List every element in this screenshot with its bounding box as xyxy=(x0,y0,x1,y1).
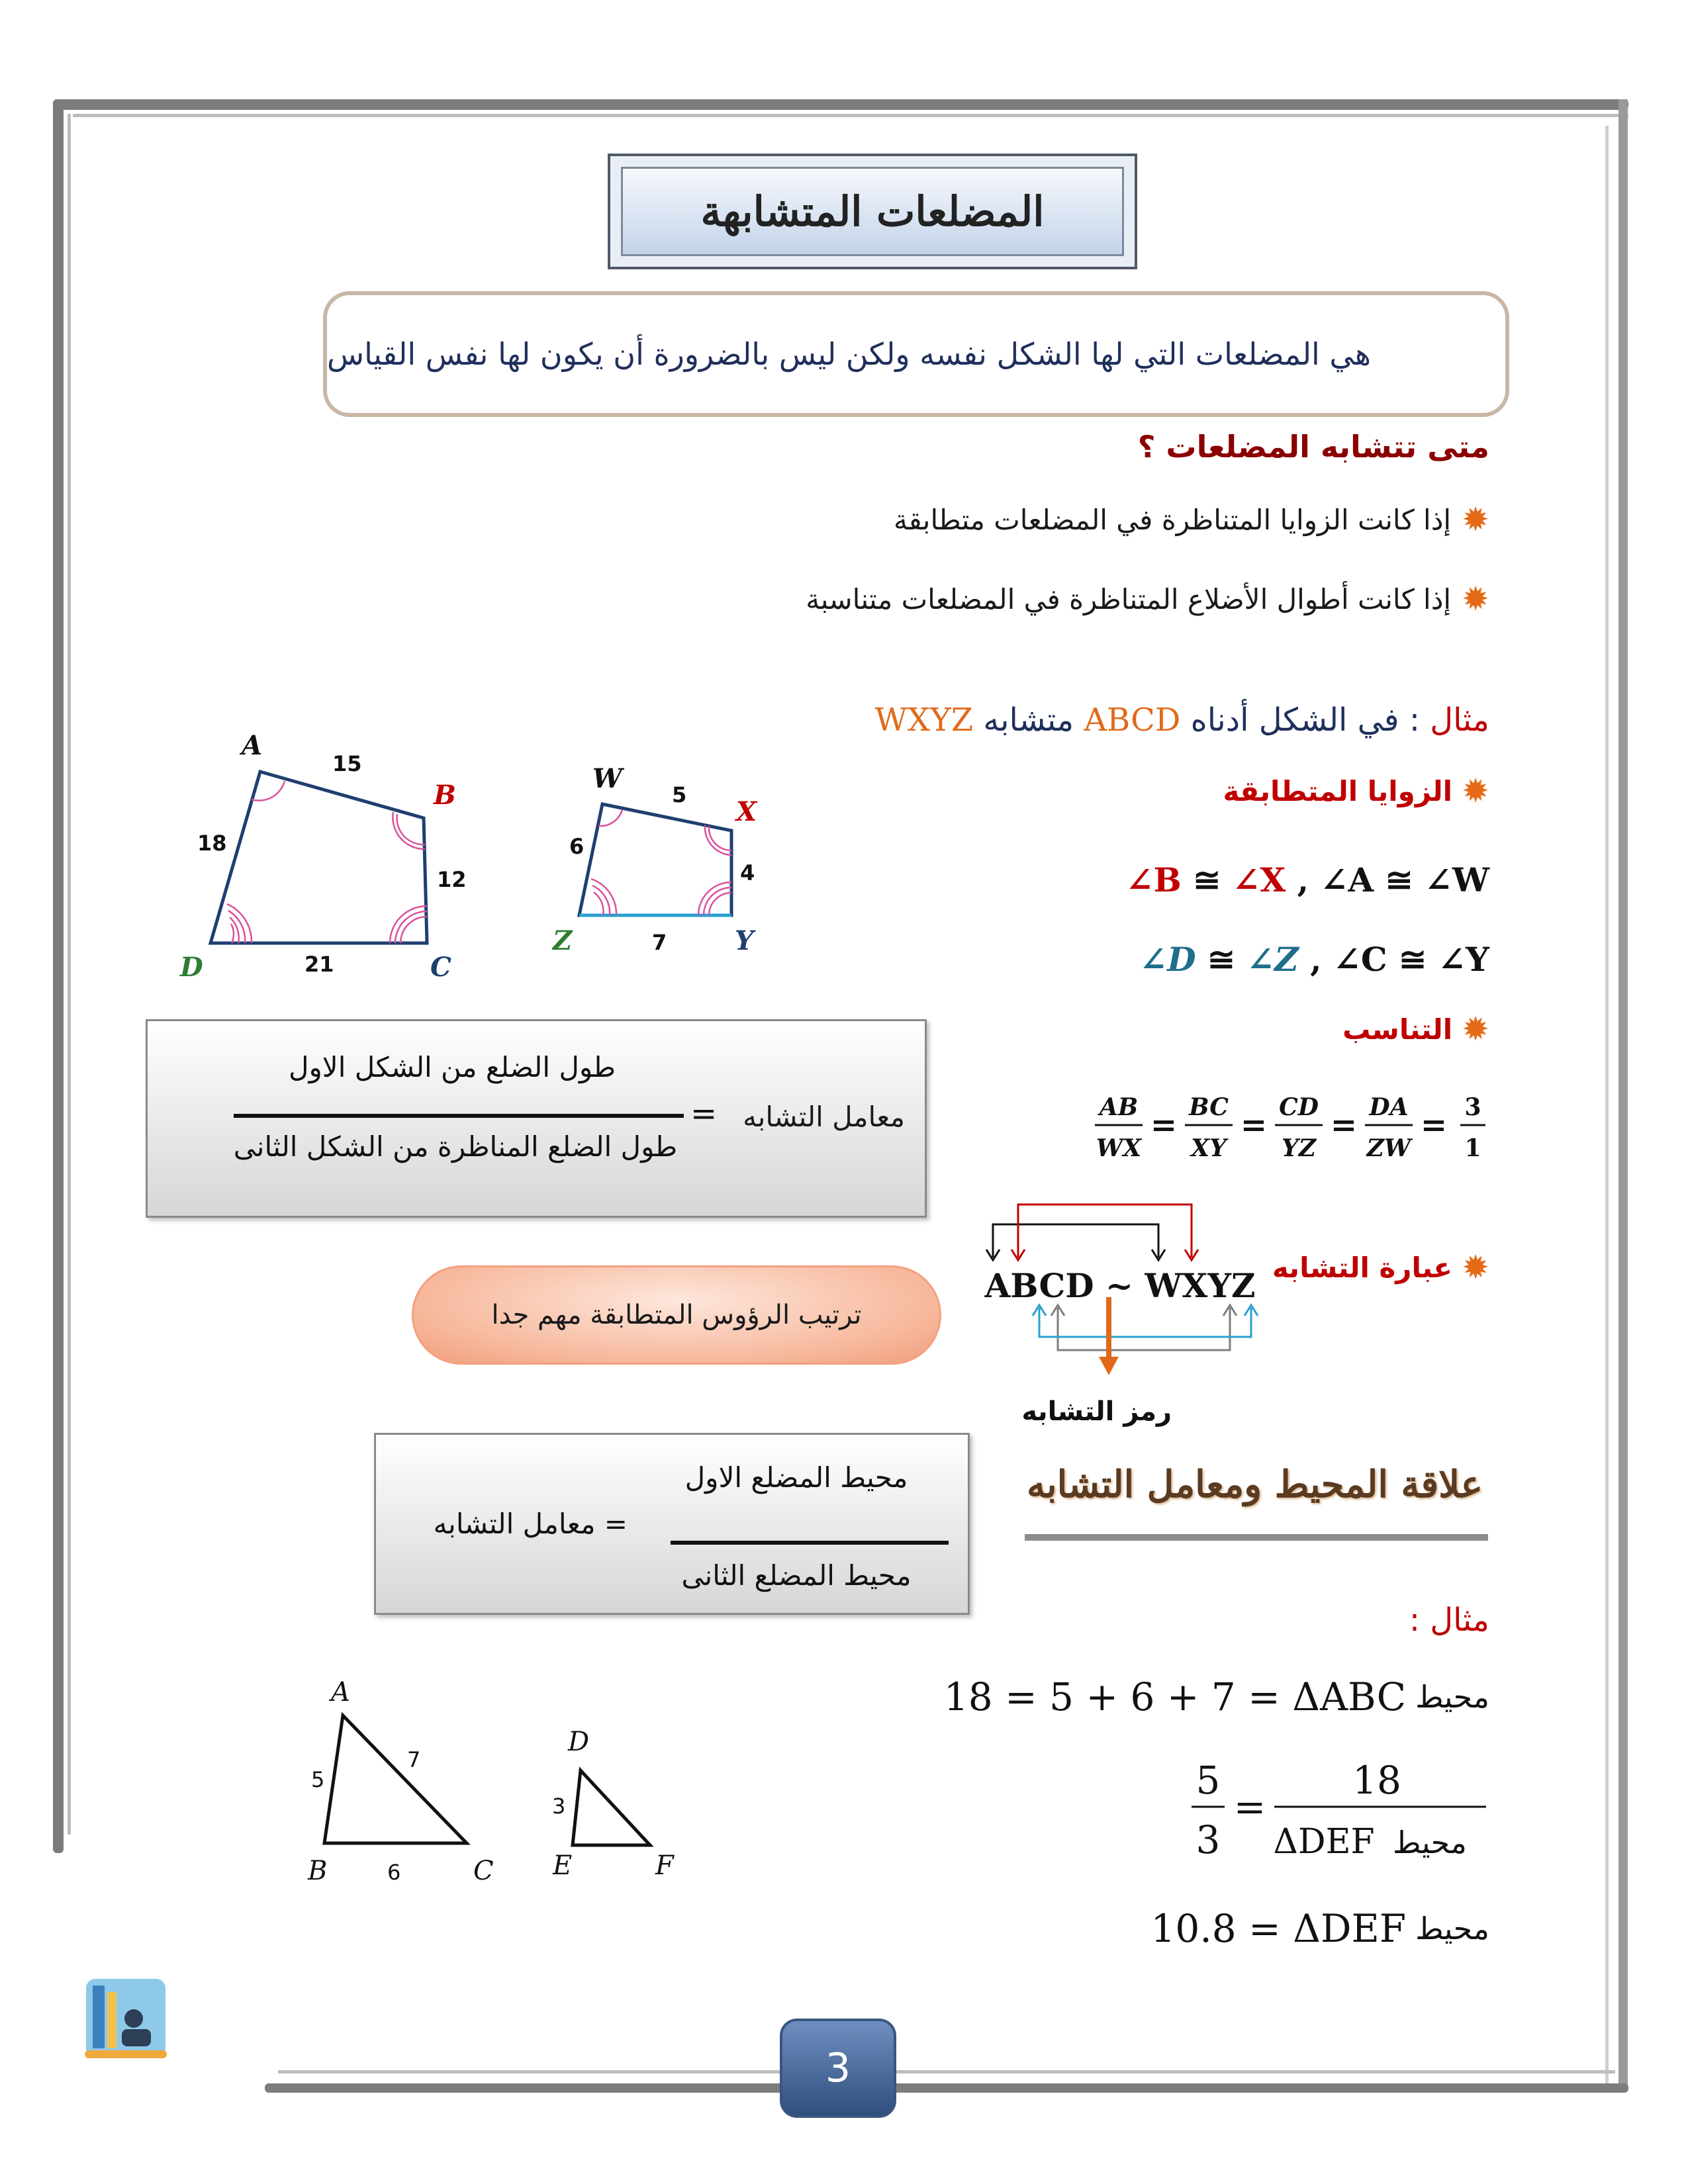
equals-sign: = xyxy=(690,1095,718,1132)
vertex-label-z: Z xyxy=(553,925,573,956)
frac-den: XY xyxy=(1191,1134,1227,1162)
definition-box xyxy=(323,291,1509,417)
vertex-label-a: A xyxy=(331,1677,350,1707)
vertex-label-b: B xyxy=(434,780,456,811)
example-text: في الشكل أدناه xyxy=(1180,702,1399,739)
vertex-label-c: C xyxy=(473,1856,494,1886)
example-sep: : xyxy=(1399,702,1430,739)
fraction-numerator: طول الضلع من الشكل الاول xyxy=(288,1051,616,1083)
side-label-de: 3 xyxy=(552,1794,566,1819)
scale-factor-label: معامل التشابه xyxy=(743,1101,905,1133)
perimeter-proportion xyxy=(1178,1747,1489,1880)
vertex-label-a: A xyxy=(242,730,263,761)
perimeter-heading-underline xyxy=(1025,1534,1488,1541)
side-label-yz: 7 xyxy=(652,930,667,955)
frame-top-inner xyxy=(73,114,1628,117)
svg-text:=: = xyxy=(1150,1107,1178,1144)
side-label-ab: 5 xyxy=(311,1767,325,1792)
example-label: مثال xyxy=(1430,702,1489,739)
perimeter-calc-1 xyxy=(861,1674,1489,1719)
perimeter-word: محيط xyxy=(1415,1911,1489,1946)
perimeter-calc-3 xyxy=(993,1906,1489,1951)
similarity-question: متى تتشابه المضلعات ؟ xyxy=(1137,429,1489,465)
example-line xyxy=(728,702,1489,739)
perimeter-ratio-box xyxy=(374,1433,970,1615)
condition-text: إذا كانت الزوايا المتناظرة في المضلعات متطابقة xyxy=(894,503,1452,536)
frac-den: YZ xyxy=(1282,1134,1316,1162)
perimeter-word: محيط xyxy=(1415,1679,1489,1715)
ratio-heading-text: التناسب xyxy=(1342,1013,1453,1046)
example2-label: مثال : xyxy=(1409,1602,1489,1639)
angles-heading xyxy=(1125,772,1489,810)
vertex-label-d: D xyxy=(180,952,203,983)
title-box xyxy=(608,154,1137,269)
fraction-denominator: طول الضلع المناظرة من الشكل الثانى xyxy=(233,1130,678,1163)
scale-factor-box xyxy=(146,1019,927,1218)
vertex-label-e: E xyxy=(553,1850,573,1880)
vertex-label-w: W xyxy=(592,763,622,794)
frame-bottom xyxy=(265,2083,1628,2093)
vertex-label-y: Y xyxy=(735,925,754,956)
similarity-symbol-label: رمز التشابه xyxy=(1021,1396,1172,1427)
frame-left xyxy=(53,99,64,1853)
similarity-statement-diagram xyxy=(973,1178,1264,1390)
svg-text:=: = xyxy=(1233,1784,1266,1829)
side-label-wx: 5 xyxy=(672,782,687,807)
frame-left-inner xyxy=(68,114,71,1835)
frac-den: 1 xyxy=(1464,1134,1481,1162)
triangle-abc xyxy=(291,1668,516,1886)
perimeter-heading: علاقة المحيط ومعامل التشابه xyxy=(1027,1463,1483,1506)
perimeter-word: محيط xyxy=(1393,1825,1467,1860)
star-icon: ✹ xyxy=(1462,1010,1489,1048)
angles-row-2: ∠D ≅ ∠Z , ∠C ≅ ∠Y xyxy=(1139,940,1489,979)
ratio-heading xyxy=(1125,1010,1489,1048)
angles-row-1: ∠B ≅ ∠X , ∠A ≅ ∠W xyxy=(1125,860,1489,899)
angles-heading-text: الزوايا المتطابقة xyxy=(1223,774,1453,807)
quadrilateral-abcd xyxy=(165,721,483,986)
side-label-bc: 6 xyxy=(387,1860,401,1885)
frac-den: ZW xyxy=(1366,1134,1411,1162)
statement-left: ABCD xyxy=(984,1266,1094,1305)
proportion-equation xyxy=(1086,1085,1496,1178)
calc-2-rhs-den: ΔDEF xyxy=(1273,1822,1375,1862)
calc-3-expr: 10.8 = ΔDEF xyxy=(1150,1906,1407,1951)
triangle-def xyxy=(543,1714,702,1880)
perimeter-fraction-bar xyxy=(671,1541,949,1545)
book-logo-icon xyxy=(79,1972,172,2071)
frac-num: BC xyxy=(1189,1093,1229,1121)
frame-right-inner xyxy=(1605,126,1609,2085)
frame-top xyxy=(53,99,1628,110)
vertex-label-b: B xyxy=(308,1856,328,1886)
calc-2-num: 5 xyxy=(1196,1758,1221,1803)
side-label-ac: 7 xyxy=(407,1747,421,1772)
page-number: 3 xyxy=(780,2019,896,2118)
polygon-abcd: ABCD xyxy=(1084,702,1181,739)
calc-1-expr: 18 = 5 + 6 + 7 = ΔABC xyxy=(943,1674,1407,1719)
vertex-label-d: D xyxy=(568,1727,590,1757)
condition-item xyxy=(530,580,1489,618)
definition-text: هي المضلعات التي لها الشكل نفسه ولكن ليس بالضرورة أن يكون لها نفس القياس xyxy=(327,336,1372,372)
star-icon: ✹ xyxy=(1462,580,1489,618)
svg-text:=: = xyxy=(1420,1107,1448,1144)
condition-item xyxy=(530,500,1489,539)
calc-2-rhs-num: 18 xyxy=(1352,1758,1401,1803)
example-text-2: متشابه xyxy=(973,702,1084,739)
condition-text: إذا كانت أطوال الأضلاع المتناظرة في المضلعات متناسبة xyxy=(806,582,1452,615)
vertex-label-f: F xyxy=(655,1850,674,1880)
side-label-cd: 21 xyxy=(305,952,334,977)
similarity-heading-text: عبارة التشابه xyxy=(1272,1251,1453,1284)
similarity-heading xyxy=(1258,1248,1489,1287)
similarity-statement xyxy=(984,1266,1255,1305)
perimeter-ratio-label: = معامل التشابه xyxy=(433,1508,628,1540)
frame-right xyxy=(1618,99,1628,2091)
frac-den: WX xyxy=(1096,1134,1142,1162)
frac-num: AB xyxy=(1099,1093,1139,1121)
vertex-order-note-text: ترتيب الرؤوس المتطابقة مهم جدا xyxy=(491,1300,862,1330)
frac-num: 3 xyxy=(1464,1093,1481,1121)
vertex-label-c: C xyxy=(430,952,451,983)
frac-num: DA xyxy=(1369,1093,1409,1121)
frac-num: CD xyxy=(1279,1093,1319,1121)
calc-2-den: 3 xyxy=(1196,1817,1221,1862)
star-icon: ✹ xyxy=(1462,772,1489,810)
star-icon: ✹ xyxy=(1462,1248,1489,1287)
star-icon: ✹ xyxy=(1462,500,1489,539)
side-label-xy: 4 xyxy=(740,860,755,886)
perimeter-numerator: محيط المضلع الاول xyxy=(684,1461,908,1494)
svg-text:=: = xyxy=(1330,1107,1358,1144)
vertex-order-note xyxy=(412,1265,941,1365)
statement-symbol: ~ xyxy=(1105,1266,1133,1305)
fraction-bar xyxy=(234,1114,684,1118)
side-label-zw: 6 xyxy=(569,834,585,859)
vertex-label-x: X xyxy=(736,796,757,827)
svg-text:=: = xyxy=(1240,1107,1268,1144)
side-label-da: 18 xyxy=(197,831,227,856)
polygon-wxyz: WXYZ xyxy=(874,702,974,739)
page-title: المضلعات المتشابهة xyxy=(621,167,1124,256)
statement-right: WXYZ xyxy=(1145,1266,1256,1305)
frame-bottom-inner xyxy=(278,2070,1615,2073)
perimeter-denominator: محيط المضلع الثانى xyxy=(681,1559,912,1592)
quadrilateral-wxyz xyxy=(530,748,781,973)
side-label-ab: 15 xyxy=(332,751,362,776)
side-label-bc: 12 xyxy=(437,867,467,892)
